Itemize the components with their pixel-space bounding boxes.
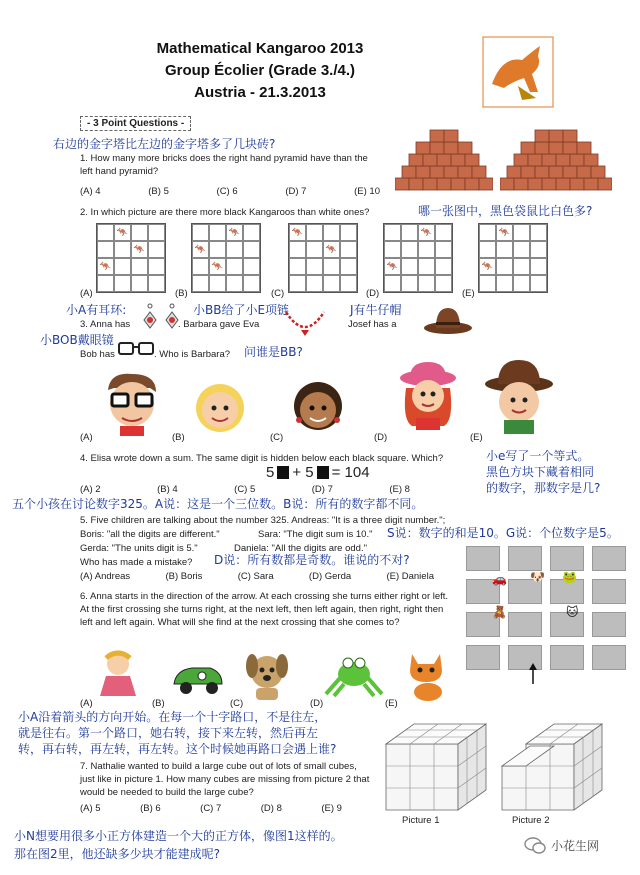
option-cat-icon (404, 648, 448, 702)
q4-eq-plus: + 5 (292, 464, 314, 481)
q3-chinese-anna: 小A有耳环: (66, 303, 127, 317)
q1-option-c[interactable]: (C) 6 (216, 186, 238, 197)
wechat-icon (524, 836, 546, 854)
q5-line-3b: Daniela: "All the digits are odd." (234, 543, 367, 554)
q1-option-a[interactable]: (A) 4 (80, 186, 101, 197)
q1-option-d[interactable]: (D) 7 (285, 186, 307, 197)
q3-option-a[interactable]: (A) (80, 432, 93, 443)
q2-grid-e: 🦘 🦘 (478, 223, 548, 293)
q6-chinese-3: 转，再右转，再左转，再左转。这个时候她再路口会遇上谁? (18, 742, 337, 756)
map-doll-icon: 🧸 (492, 605, 507, 619)
q2-option-a[interactable]: (A) (80, 288, 93, 299)
q1-chinese: 右边的金字塔比左边的金字塔多了几块砖? (53, 137, 276, 151)
map-car-icon: 🚗 (492, 572, 507, 586)
cowboy-hat-icon (422, 302, 474, 336)
face-a-boy-glasses-icon (100, 370, 164, 436)
q5-chinese-2: S说：数字的和是10。G说：个位数字是5。 (387, 526, 619, 540)
q4-option-c[interactable]: (C) 5 (234, 484, 256, 495)
q3-josef-has: Josef has a (348, 319, 397, 330)
q5-option-a[interactable]: (A) Andreas (80, 571, 131, 582)
q3-option-c[interactable]: (C) (270, 432, 284, 443)
q2-option-d[interactable]: (D) (366, 288, 380, 299)
q4-option-d[interactable]: (D) 7 (311, 484, 333, 495)
q5-line-1: 5. Five children are talking about the number 325. Andreas: "It is a three digit number."; (80, 515, 446, 526)
glasses-icon (117, 340, 157, 358)
q3-chinese-question: 问谁是BB? (244, 345, 303, 359)
q4-equation (266, 464, 370, 481)
picture-1-complete-cube (384, 722, 490, 812)
q6-option-d[interactable]: (D) (310, 698, 324, 709)
q5-line-3a: Gerda: "The units digit is 5." (80, 543, 198, 554)
section-title: - 3 Point Questions - (80, 116, 191, 131)
q2-grid-b: 🦘 🦘 🦘 (191, 223, 261, 293)
q2-option-e[interactable]: (E) (462, 288, 475, 299)
q1-text: 1. How many more bricks does the right hand pyramid have than the left hand pyramid? (80, 153, 368, 177)
q4-eq-digit-a: 5 (266, 464, 275, 481)
q7-option-a[interactable]: (A) 5 (80, 803, 101, 814)
q2-text: 2. In which picture are there more black Kangaroos than white ones? (80, 207, 370, 218)
q2-grid-a: 🦘 🦘 🦘 (96, 223, 166, 293)
q1-option-b[interactable]: (B) 5 (148, 186, 169, 197)
q3-who-is-barbara: . Who is Barbara? (154, 349, 231, 360)
title-line-1: Mathematical Kangaroo 2013 (156, 40, 364, 57)
face-b-girl-blonde-icon (190, 378, 250, 436)
q7-option-b[interactable]: (B) 6 (140, 803, 161, 814)
q4-option-a[interactable]: (A) 2 (80, 484, 101, 495)
face-e-boy-cowboy-hat-icon (484, 358, 554, 436)
kangaroo-logo-icon (482, 36, 554, 108)
q3-bob-has: Bob has (80, 349, 115, 360)
q6-chinese-2: 就是往右。第一个路口，她右转，接下来左转，然后再左 (18, 726, 319, 740)
q5-line-2b: Sara: "The digit sum is 10." (258, 529, 373, 540)
title-line-3: Austria - 21.3.2013 (194, 84, 326, 101)
q5-options (80, 571, 434, 582)
left-pyramid-image (395, 128, 493, 192)
q6-option-c[interactable]: (C) (230, 698, 244, 709)
q2-option-c[interactable]: (C) (271, 288, 285, 299)
q6-chinese-1: 小A沿着箭头的方向开始。在每一个十字路口，不是往左， (18, 710, 327, 724)
q4-text: 4. Elisa wrote down a sum. The same digit is hidden below each black square. Which? (80, 453, 444, 464)
map-dog-icon: 🐶 (530, 570, 545, 584)
q5-option-c[interactable]: (C) Sara (237, 571, 274, 582)
watermark (524, 836, 599, 854)
q5-option-d[interactable]: (D) Gerda (308, 571, 352, 582)
picture-2-label: Picture 2 (512, 815, 550, 826)
right-pyramid-image (500, 122, 612, 192)
watermark-text: 小花生网 (551, 838, 600, 853)
q7-chinese-1: 小N想要用很多小正方体建造一个大的正方体，像图1这样的。 (14, 829, 343, 843)
q4-eq-result: = 104 (331, 464, 370, 481)
q7-chinese-2: 那在图2里，他还缺多少块才能建成呢? (14, 847, 221, 861)
map-cat-icon: 🐱 (566, 605, 579, 619)
q1-option-e[interactable]: (E) 10 (354, 186, 380, 197)
q3-option-d[interactable]: (D) (374, 432, 388, 443)
q4-option-b[interactable]: (B) 4 (157, 484, 178, 495)
q5-option-e[interactable]: (E) Daniela (386, 571, 434, 582)
q2-grid-d: 🦘 🦘 (383, 223, 453, 293)
option-frog-icon (322, 650, 386, 698)
q6-street-map (466, 546, 626, 670)
option-dog-icon (244, 650, 290, 702)
option-doll-icon (96, 650, 140, 702)
q4-hidden-square-1 (277, 466, 289, 479)
q4-hidden-square-2 (317, 466, 329, 479)
q7-option-e[interactable]: (E) 9 (321, 803, 342, 814)
title-line-2: Group Écolier (Grade 3./4.) (164, 62, 356, 79)
q5-option-b[interactable]: (B) Boris (165, 571, 203, 582)
q3-chinese-josef: J有牛仔帽 (350, 303, 402, 317)
q6-text: 6. Anna starts in the direction of the arrow. At each crossing she turns either right or left. At the first crossing she turns right, at the next left, then left again, then right, right then left and left again. What will she find at the next crossing that she comes to? (80, 591, 449, 628)
q3-option-b[interactable]: (B) (172, 432, 185, 443)
face-c-girl-earrings-icon (286, 378, 350, 438)
q5-line-4: Who has made a mistake? (80, 557, 193, 568)
q3-barbara-gave: . Barbara gave Eva (178, 319, 260, 330)
q4-chinese-1: 小e写了一个等式。 (486, 449, 590, 463)
q6-option-e[interactable]: (E) (385, 698, 398, 709)
q4-chinese-3: 的数字，那数字是几? (486, 481, 601, 495)
necklace-icon (282, 308, 328, 338)
q6-option-b[interactable]: (B) (152, 698, 165, 709)
q2-chinese: 哪一张图中，黑色袋鼠比白色多? (418, 204, 593, 218)
q7-option-c[interactable]: (C) 7 (200, 803, 222, 814)
q3-chinese-barbara: 小BB给了小E项链 (193, 303, 290, 317)
picture-2-incomplete-cube (500, 722, 606, 812)
q2-grid-c: 🦘 🦘 (288, 223, 358, 293)
q7-text: 7. Nathalie wanted to build a large cube out of lots of small cubes, just like in picture 1. How many cubes are missing from picture 2 that would be needed to build the large cube? (80, 761, 370, 798)
map-frog-icon: 🐸 (562, 570, 577, 584)
q2-option-b[interactable]: (B) (175, 288, 188, 299)
map-start-arrow-icon (528, 662, 538, 686)
q3-anna-has: 3. Anna has (80, 319, 131, 330)
q7-options (80, 803, 342, 814)
q3-chinese-bob: 小BOB戴眼镜 (40, 333, 114, 347)
earrings-icon (140, 302, 182, 332)
q5-line-2a: Boris: "all the digits are different." (80, 529, 220, 540)
q5-chinese-3: D说：所有数都是奇数。谁说的不对? (214, 553, 410, 567)
q6-option-a[interactable]: (A) (80, 698, 93, 709)
face-d-girl-hat-icon (398, 360, 458, 436)
q4-options (80, 484, 410, 495)
option-car-icon (170, 660, 226, 696)
picture-1-label: Picture 1 (402, 815, 440, 826)
q5-chinese-1: 五个小孩在讨论数字325。A说：这是一个三位数。B说：所有的数字都不同。 (12, 497, 424, 511)
q3-option-e[interactable]: (E) (470, 432, 483, 443)
q4-chinese-2: 黑色方块下藏着相同 (486, 465, 595, 479)
q1-options (80, 186, 380, 197)
q7-option-d[interactable]: (D) 8 (260, 803, 282, 814)
q4-option-e[interactable]: (E) 8 (389, 484, 410, 495)
